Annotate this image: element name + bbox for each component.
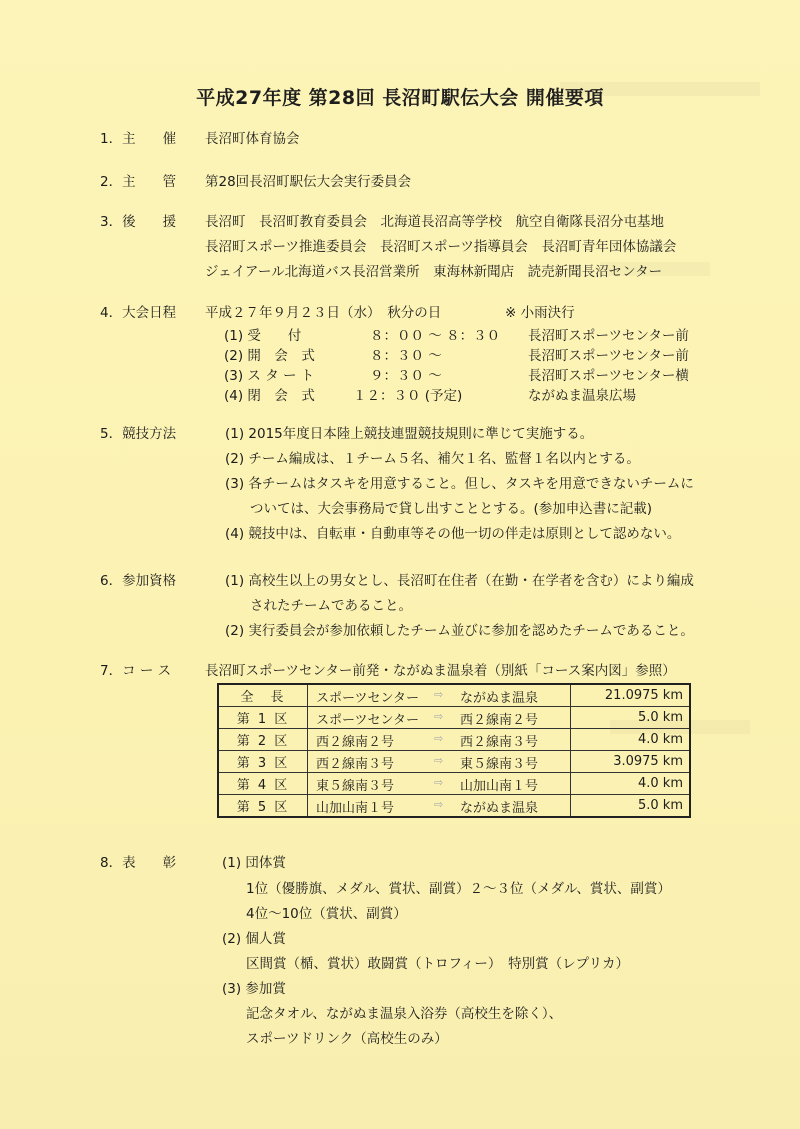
table-row [218, 773, 690, 795]
section-5-line: ついては、大会事務局で貸し出すこととする。(参加申込書に記載) [250, 501, 653, 517]
award-heading: (2) 個人賞 [222, 931, 286, 947]
course-section: 第 5 区 [218, 795, 308, 818]
award-line: 区間賞（楯、賞状）敢闘賞（トロフィー） 特別賞（レプリカ） [246, 956, 629, 972]
course-distance: 21.0975 km [571, 684, 691, 707]
section-5-line: (3) 各チームはタスキを用意すること。但し、タスキを用意できないチームに [225, 476, 694, 492]
course-from: 西２線南３号 [316, 757, 395, 772]
award-line: スポーツドリンク（高校生のみ） [246, 1031, 448, 1047]
event-date: 平成２７年９月２３日（水） 秋分の日 [205, 305, 442, 321]
award-heading: (1) 団体賞 [222, 855, 286, 871]
section-7-heading: 7．コ ー ス [100, 663, 172, 679]
schedule-place: 長沼町スポーツセンター横 [528, 368, 689, 384]
schedule-time: ８：００ ～ ８：３０ [370, 328, 501, 344]
course-section: 第 4 区 [218, 773, 308, 795]
rain-note: ※ 小雨決行 [505, 305, 575, 321]
table-row [218, 751, 690, 773]
section-2-text: 第28回長沼町駅伝大会実行委員会 [205, 174, 412, 190]
award-line: 4位～10位（賞状、副賞） [246, 906, 407, 922]
section-2-heading: 2．主 管 [100, 174, 177, 190]
course-from: 西２線南２号 [316, 735, 395, 750]
schedule-place: ながぬま温泉広場 [528, 388, 636, 404]
schedule-time: １２：３０ (予定) [353, 388, 463, 404]
award-line: 記念タオル、ながぬま温泉入浴券（高校生を除く）、 [246, 1006, 563, 1022]
schedule-label: (4) 閉 会 式 [224, 388, 315, 404]
course-distance: 5.0 km [571, 795, 691, 818]
course-distance: 4.0 km [571, 729, 691, 751]
course-to: ながぬま温泉 [460, 691, 539, 706]
table-row [218, 684, 690, 707]
course-from: スポーツセンター [316, 691, 419, 706]
course-from: 東５線南３号 [316, 779, 395, 794]
award-line: 1位（優勝旗、メダル、賞状、副賞）２～３位（メダル、賞状、副賞） [246, 881, 671, 897]
section-3-heading: 3．後 援 [100, 214, 177, 230]
section-6-heading: 6．参加資格 [100, 573, 177, 589]
course-route [308, 729, 571, 751]
schedule-time: ９：３０ ～ [370, 368, 442, 384]
section-5-line: (1) 2015年度日本陸上競技連盟競技規則に準じて実施する。 [225, 426, 594, 442]
section-5-line: (4) 競技中は、自転車・自動車等その他一切の伴走は原則として認めない。 [225, 526, 681, 542]
course-from: 山加山南１号 [316, 801, 395, 816]
course-route [308, 795, 571, 818]
course-from: スポーツセンター [316, 713, 419, 728]
schedule-label: (3) ス タ ー ト [224, 368, 315, 384]
section-6-line: (1) 高校生以上の男女とし、長沼町在住者（在勤・在学者を含む）により編成 [225, 573, 694, 589]
section-3-line: ジェイアール北海道バス長沼営業所 東海林新聞店 読売新聞長沼センター [205, 264, 663, 280]
course-to: 西２線南２号 [460, 713, 539, 728]
arrow-right-icon: ⇨ [434, 754, 444, 767]
course-distance: 5.0 km [571, 707, 691, 729]
section-4-heading: 4．大会日程 [100, 305, 177, 321]
arrow-right-icon: ⇨ [434, 732, 444, 745]
arrow-right-icon: ⇨ [434, 710, 444, 723]
section-5-heading: 5．競技方法 [100, 426, 177, 442]
course-route [308, 684, 571, 707]
section-3-line: 長沼町 長沼町教育委員会 北海道長沼高等学校 航空自衛隊長沼分屯基地 [205, 214, 664, 230]
course-distance: 3.0975 km [571, 751, 691, 773]
arrow-right-icon: ⇨ [434, 776, 444, 789]
schedule-label: (1) 受 付 [224, 328, 302, 344]
course-section: 第 3 区 [218, 751, 308, 773]
schedule-place: 長沼町スポーツセンター前 [528, 328, 689, 344]
table-row [218, 707, 690, 729]
award-heading: (3) 参加賞 [222, 981, 286, 997]
course-to: 西２線南３号 [460, 735, 539, 750]
section-6-line: (2) 実行委員会が参加依頼したチーム並びに参加を認めたチームであること。 [225, 623, 694, 639]
arrow-right-icon: ⇨ [434, 688, 444, 701]
course-to: 山加山南１号 [460, 779, 539, 794]
section-1-text: 長沼町体育協会 [205, 131, 300, 147]
course-to: 東５線南３号 [460, 757, 539, 772]
table-row [218, 795, 690, 818]
schedule-time: ８：３０ ～ [370, 348, 442, 364]
course-route [308, 773, 571, 795]
course-section: 全 長 [218, 684, 308, 707]
course-to: ながぬま温泉 [460, 801, 539, 816]
course-table [217, 683, 691, 818]
section-8-heading: 8．表 彰 [100, 855, 177, 871]
schedule-label: (2) 開 会 式 [224, 348, 315, 364]
section-6-line: されたチームであること。 [250, 598, 412, 614]
course-section: 第 1 区 [218, 707, 308, 729]
arrow-right-icon: ⇨ [434, 798, 444, 811]
section-3-line: 長沼町スポーツ推進委員会 長沼町スポーツ指導員会 長沼町青年団体協議会 [205, 239, 677, 255]
course-route [308, 707, 571, 729]
course-distance: 4.0 km [571, 773, 691, 795]
section-5-line: (2) チーム編成は、１チーム５名、補欠１名、監督１名以内とする。 [225, 451, 640, 467]
section-7-text: 長沼町スポーツセンター前発・ながぬま温泉着（別紙「コース案内図」参照） [205, 663, 676, 679]
table-row [218, 729, 690, 751]
course-section: 第 2 区 [218, 729, 308, 751]
page-title: 平成27年度 第28回 長沼町駅伝大会 開催要項 [196, 87, 604, 109]
section-1-heading: 1．主 催 [100, 131, 177, 147]
schedule-place: 長沼町スポーツセンター前 [528, 348, 689, 364]
course-route [308, 751, 571, 773]
